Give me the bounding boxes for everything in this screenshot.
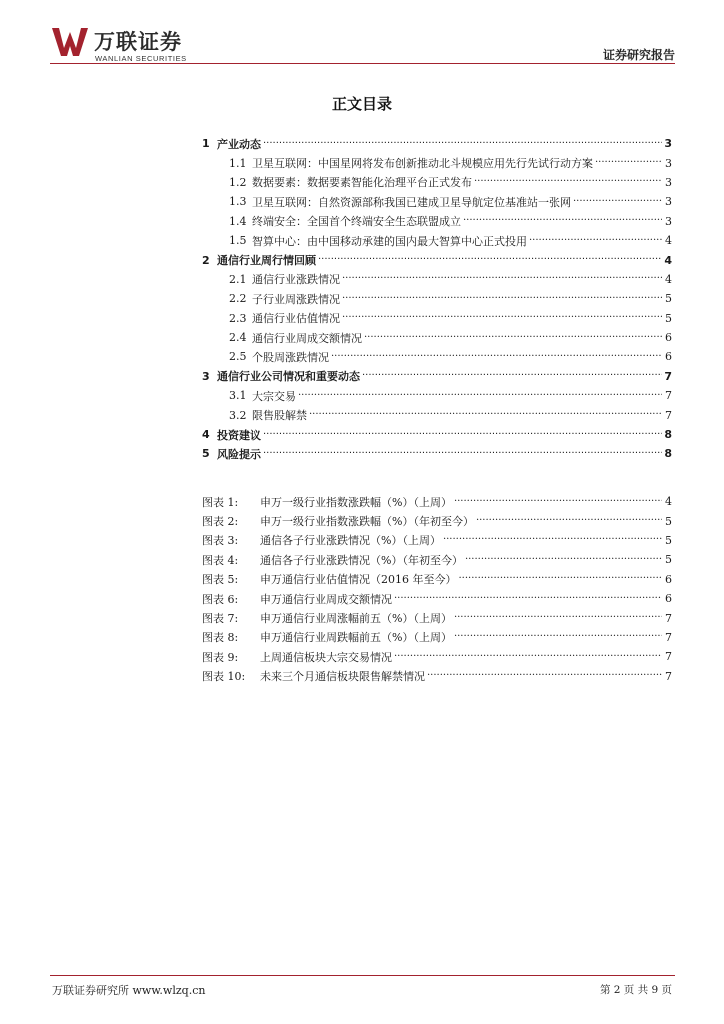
toc-entry-page: 6 bbox=[665, 350, 672, 364]
toc-entry-number: 2 bbox=[202, 253, 210, 267]
toc-entry[interactable] bbox=[202, 405, 672, 424]
toc-entry-label: 通信行业周成交额情况 bbox=[252, 331, 362, 345]
leader-dots bbox=[394, 593, 662, 605]
header-divider bbox=[50, 63, 675, 64]
toc-entry-page: 3 bbox=[665, 195, 672, 209]
leader-dots bbox=[263, 429, 662, 441]
figure-entry-page: 4 bbox=[665, 495, 672, 509]
toc-entry-page: 5 bbox=[665, 292, 672, 306]
toc-entry-label: 卫星互联网：自然资源部称我国已建成卫星导航定位基准站一张网 bbox=[252, 195, 571, 209]
toc-entry-number: 1.3 bbox=[229, 195, 247, 209]
leader-dots bbox=[342, 312, 662, 324]
toc-entry-number: 1 bbox=[202, 137, 210, 151]
toc-entry-label: 子行业周涨跌情况 bbox=[252, 292, 340, 306]
figure-entry[interactable] bbox=[202, 589, 672, 608]
toc-entry[interactable] bbox=[202, 367, 672, 386]
figure-entry-label: 通信各子行业涨跌情况（%）（上周） bbox=[260, 534, 441, 548]
toc-entry[interactable] bbox=[202, 328, 672, 347]
leader-dots bbox=[342, 273, 662, 285]
toc-entry-label: 智算中心：由中国移动承建的国内最大智算中心正式投用 bbox=[252, 234, 527, 248]
leader-dots bbox=[595, 157, 662, 169]
figure-entry-label: 申万一级行业指数涨跌幅（%）（年初至今） bbox=[260, 515, 474, 529]
toc-entry-page: 7 bbox=[665, 389, 672, 403]
leader-dots bbox=[465, 554, 662, 566]
toc-entry[interactable] bbox=[202, 425, 672, 444]
leader-dots bbox=[342, 293, 662, 305]
figure-entry-number: 图表 4: bbox=[202, 553, 239, 567]
wanlian-logo-icon bbox=[50, 26, 90, 58]
figure-entry-page: 7 bbox=[665, 630, 672, 644]
toc-entry-number: 1.4 bbox=[229, 214, 247, 228]
toc-entry-page: 8 bbox=[664, 447, 672, 461]
toc-entry-number: 2.5 bbox=[229, 350, 247, 364]
figure-entry-label: 未来三个月通信板块限售解禁情况 bbox=[260, 670, 425, 684]
toc-entry-page: 5 bbox=[665, 311, 672, 325]
page-number: 第 2 页 共 9 页 bbox=[599, 984, 672, 996]
figure-entry-label: 申万通信行业周成交额情况 bbox=[260, 592, 392, 606]
toc-entry-label: 投资建议 bbox=[217, 428, 261, 442]
page-title: 正文目录 bbox=[331, 95, 392, 113]
toc-entry-number: 1.5 bbox=[229, 234, 247, 248]
leader-dots bbox=[364, 332, 662, 344]
figure-entry-page: 7 bbox=[665, 650, 672, 664]
figure-entry-page: 7 bbox=[665, 611, 672, 625]
toc-entry[interactable] bbox=[202, 347, 672, 366]
toc-entry-label: 终端安全：全国首个终端安全生态联盟成立 bbox=[252, 215, 461, 229]
leader-dots bbox=[362, 370, 662, 382]
leader-dots bbox=[263, 448, 662, 460]
figure-entry-label: 申万通信行业周跌幅前五（%）（上周） bbox=[260, 631, 452, 645]
figure-entry-number: 图表 8: bbox=[202, 631, 239, 645]
leader-dots bbox=[529, 235, 662, 247]
leader-dots bbox=[459, 573, 663, 585]
toc-entry-page: 7 bbox=[665, 408, 672, 422]
leader-dots bbox=[454, 496, 662, 508]
toc-entry[interactable] bbox=[202, 153, 672, 172]
toc-entry-number: 3.1 bbox=[229, 389, 247, 403]
toc-entry-label: 通信行业估值情况 bbox=[252, 312, 340, 326]
figure-entry[interactable] bbox=[202, 608, 672, 627]
toc-entry-number: 1.1 bbox=[229, 156, 247, 170]
figure-entry[interactable] bbox=[202, 531, 672, 550]
toc-entry-page: 4 bbox=[665, 234, 672, 248]
figure-entry[interactable] bbox=[202, 647, 672, 666]
figure-entry[interactable] bbox=[202, 511, 672, 530]
toc-entry[interactable] bbox=[202, 212, 672, 231]
toc-entry-label: 个股周涨跌情况 bbox=[252, 350, 329, 364]
toc-entry-page: 4 bbox=[664, 253, 672, 267]
toc-entry-number: 2.4 bbox=[229, 331, 247, 345]
toc-entry-page: 8 bbox=[664, 428, 672, 442]
toc-entry-label: 大宗交易 bbox=[252, 389, 296, 403]
toc-entry[interactable] bbox=[202, 173, 672, 192]
list-of-figures bbox=[202, 492, 672, 686]
toc-entry-label: 产业动态 bbox=[217, 137, 261, 151]
figure-entry-page: 5 bbox=[665, 553, 672, 567]
figure-entry[interactable] bbox=[202, 667, 672, 686]
figure-entry-page: 6 bbox=[665, 592, 672, 606]
leader-dots bbox=[263, 138, 662, 150]
toc-entry[interactable] bbox=[202, 231, 672, 250]
toc-entry-number: 4 bbox=[202, 428, 210, 442]
toc-entry[interactable] bbox=[202, 250, 672, 269]
figure-entry-page: 5 bbox=[665, 533, 672, 547]
footer-source: 万联证券研究所 www.wlzq.cn bbox=[52, 984, 206, 997]
figure-entry-number: 图表 10: bbox=[202, 670, 246, 684]
figure-entry[interactable] bbox=[202, 570, 672, 589]
leader-dots bbox=[474, 176, 662, 188]
toc-entry-page: 7 bbox=[664, 369, 672, 383]
figure-entry-label: 通信各子行业涨跌情况（%）（年初至今） bbox=[260, 553, 463, 567]
leader-dots bbox=[443, 534, 662, 546]
leader-dots bbox=[331, 351, 662, 363]
figure-entry-number: 图表 5: bbox=[202, 573, 239, 587]
figure-entry-number: 图表 9: bbox=[202, 650, 239, 664]
toc-entry-page: 6 bbox=[665, 331, 672, 345]
toc-entry[interactable] bbox=[202, 134, 672, 153]
toc-entry-page: 4 bbox=[665, 272, 672, 286]
toc-entry-label: 通信行业公司情况和重要动态 bbox=[217, 370, 360, 384]
table-of-contents bbox=[202, 134, 672, 464]
figure-entry-number: 图表 1: bbox=[202, 495, 239, 509]
toc-entry-number: 2.2 bbox=[229, 292, 247, 306]
toc-entry-label: 数据要素：数据要素智能化治理平台正式发布 bbox=[252, 176, 472, 190]
leader-dots bbox=[454, 612, 662, 624]
toc-entry[interactable] bbox=[202, 309, 672, 328]
figure-entry[interactable] bbox=[202, 550, 672, 569]
leader-dots bbox=[318, 254, 662, 266]
toc-entry-label: 限售股解禁 bbox=[252, 409, 307, 423]
leader-dots bbox=[573, 196, 662, 208]
figure-entry-number: 图表 7: bbox=[202, 612, 239, 626]
toc-entry-number: 2.1 bbox=[229, 272, 247, 286]
figure-entry-number: 图表 2: bbox=[202, 515, 239, 529]
toc-entry-page: 3 bbox=[665, 156, 672, 170]
toc-entry-number: 5 bbox=[202, 447, 210, 461]
page-header bbox=[50, 22, 675, 66]
leader-dots bbox=[309, 409, 662, 421]
toc-entry-label: 通信行业周行情回顾 bbox=[217, 254, 316, 268]
toc-entry-page: 3 bbox=[665, 214, 672, 228]
figure-entry-label: 申万通信行业估值情况（2016 年至今） bbox=[260, 573, 457, 587]
figure-entry[interactable] bbox=[202, 628, 672, 647]
figure-entry-page: 7 bbox=[665, 669, 672, 683]
leader-dots bbox=[476, 515, 662, 527]
toc-entry[interactable] bbox=[202, 270, 672, 289]
leader-dots bbox=[427, 670, 662, 682]
toc-entry[interactable] bbox=[202, 289, 672, 308]
logo-text-en: WANLIAN SECURITIES bbox=[95, 54, 187, 63]
leader-dots bbox=[454, 631, 662, 643]
leader-dots bbox=[463, 215, 662, 227]
figure-entry-label: 申万通信行业周涨幅前五（%）（上周） bbox=[260, 612, 452, 626]
footer-divider bbox=[50, 975, 675, 976]
toc-entry-label: 卫星互联网：中国星网将发布创新推动北斗规模应用先行先试行动方案 bbox=[252, 157, 593, 171]
toc-entry-label: 风险提示 bbox=[217, 447, 261, 461]
toc-entry-number: 2.3 bbox=[229, 311, 247, 325]
logo-text-cn: 万联证券 bbox=[94, 30, 182, 54]
toc-entry[interactable] bbox=[202, 192, 672, 211]
report-type-label: 证券研究报告 bbox=[602, 48, 675, 62]
toc-entry[interactable] bbox=[202, 444, 672, 463]
figure-entry-page: 5 bbox=[665, 514, 672, 528]
figure-entry[interactable] bbox=[202, 492, 672, 511]
figure-entry-label: 上周通信板块大宗交易情况 bbox=[260, 650, 392, 664]
toc-entry-number: 3 bbox=[202, 369, 210, 383]
figure-entry-number: 图表 3: bbox=[202, 534, 239, 548]
figure-entry-page: 6 bbox=[665, 572, 672, 586]
toc-entry-label: 通信行业涨跌情况 bbox=[252, 273, 340, 287]
toc-entry-page: 3 bbox=[664, 137, 672, 151]
toc-entry-number: 3.2 bbox=[229, 408, 247, 422]
toc-entry-number: 1.2 bbox=[229, 175, 247, 189]
toc-entry-page: 3 bbox=[665, 175, 672, 189]
leader-dots bbox=[394, 651, 662, 663]
leader-dots bbox=[298, 390, 662, 402]
toc-entry[interactable] bbox=[202, 386, 672, 405]
figure-entry-label: 申万一级行业指数涨跌幅（%）（上周） bbox=[260, 495, 452, 509]
figure-entry-number: 图表 6: bbox=[202, 592, 239, 606]
